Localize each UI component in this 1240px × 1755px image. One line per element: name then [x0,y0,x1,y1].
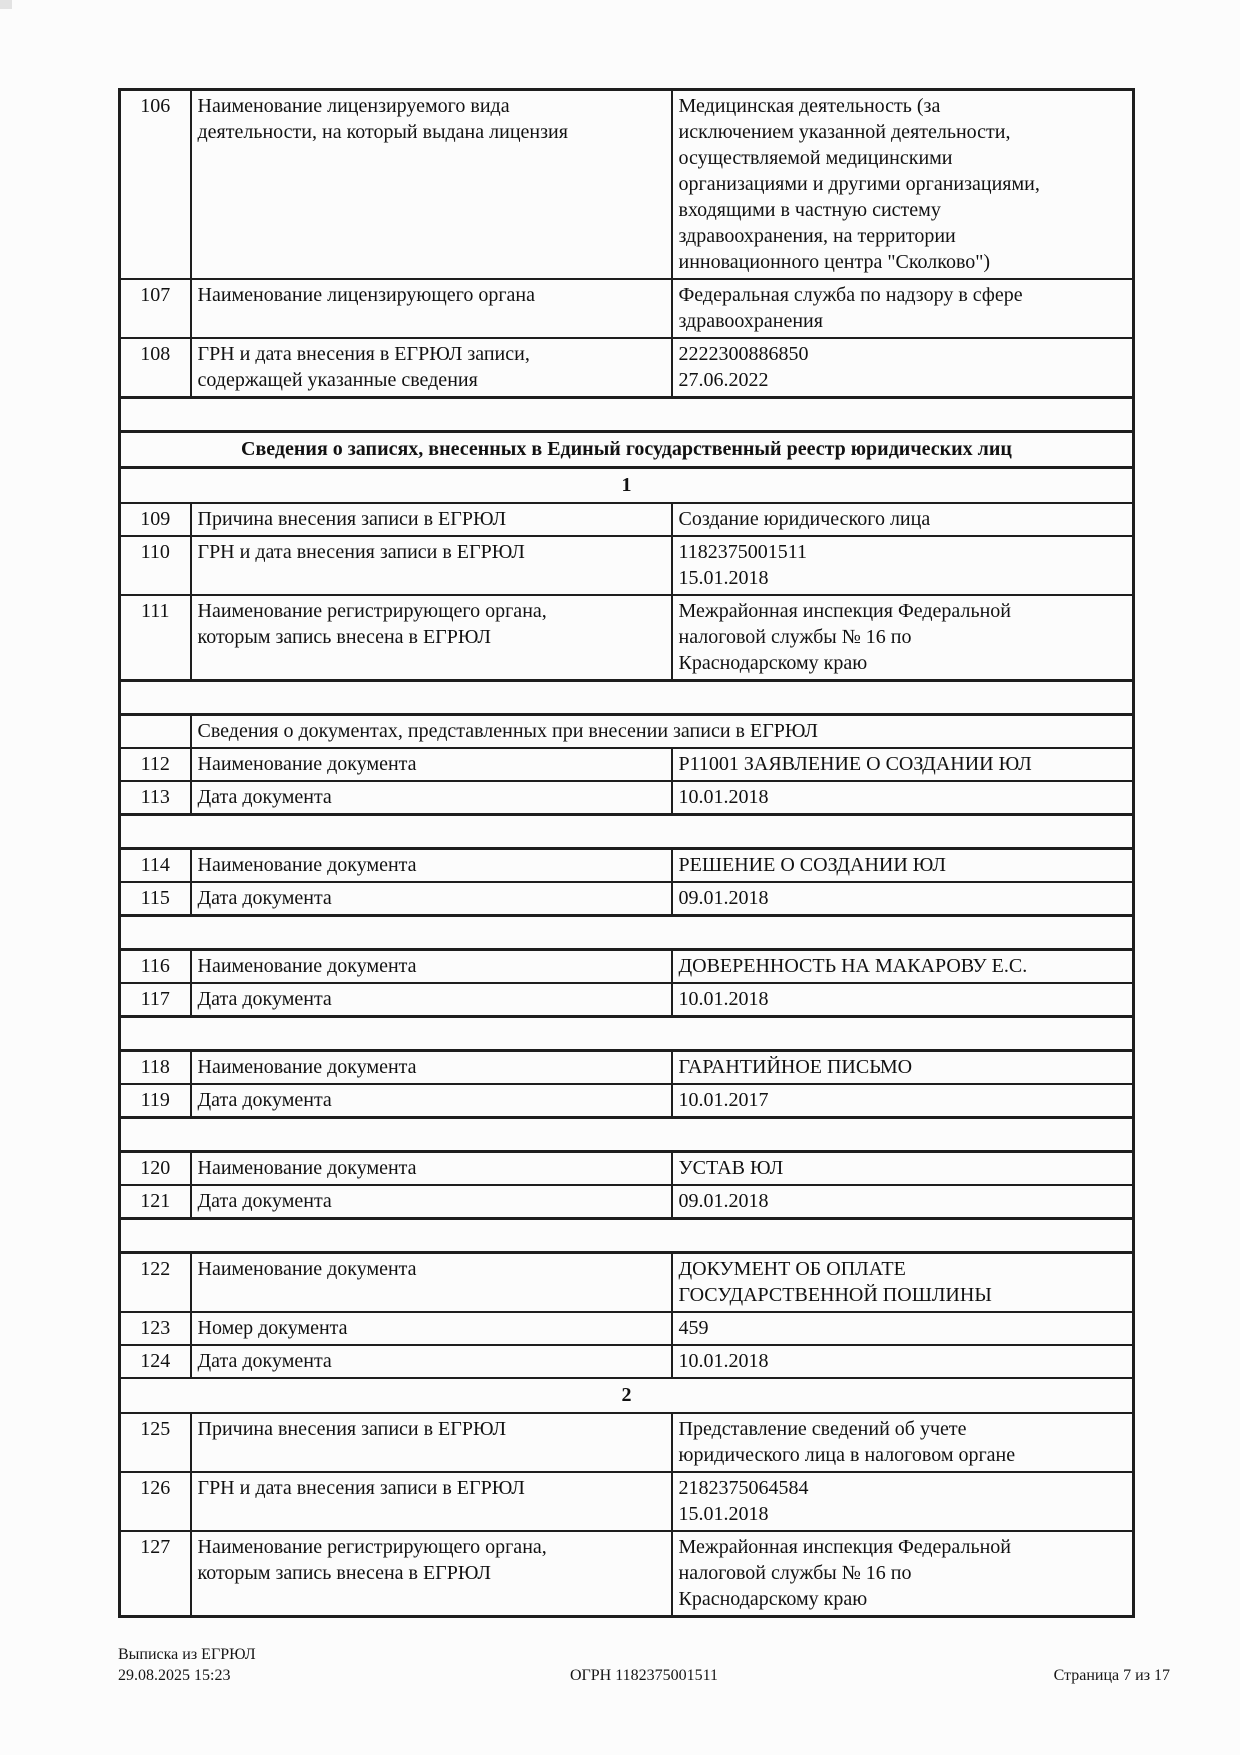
cell-line: организациями и другими организациями, [678,173,1040,195]
row-value-cell [672,781,1134,815]
spacer-row [120,1118,1134,1152]
row-label-cell [191,1312,672,1345]
row-number-cell: 119 [120,1084,191,1118]
empty-number-cell [120,715,191,749]
cell-line: Краснодарскому краю [678,1588,868,1610]
cell-line: Межрайонная инспекция Федеральной [678,1536,1011,1558]
cell-line: 2222300886850 [678,343,809,365]
cell-line: Наименование регистрирующего органа, [197,1536,547,1558]
footer-page-number: Страница 7 из 17 [1053,1667,1171,1684]
row-number-cell: 124 [120,1345,191,1378]
table-row [120,1413,1134,1472]
spacer-cell [120,681,1134,715]
row-label-cell [191,1185,672,1219]
row-value-cell [672,1472,1134,1531]
row-label-cell [191,1253,672,1313]
row-value-cell [672,1185,1134,1219]
row-label-cell [191,1345,672,1378]
table-row [120,1531,1134,1617]
table-row [120,338,1134,398]
spacer-row [120,1219,1134,1253]
cell-line: Наименование документа [197,753,417,775]
row-value-cell [672,983,1134,1017]
cell-line: РЕШЕНИЕ О СОЗДАНИИ ЮЛ [678,854,946,876]
table-row [120,983,1134,1017]
cell-line: Дата документа [197,887,332,909]
row-value-cell [672,1345,1134,1378]
cell-line: юридического лица в налоговом органе [678,1444,1016,1466]
row-value-cell [672,338,1134,398]
cell-line: Краснодарскому краю [678,652,868,674]
cell-line: 27.06.2022 [678,369,769,391]
section-row [120,432,1134,468]
row-number-cell: 107 [120,279,191,338]
table-row [120,1345,1134,1378]
egrul-table-body [120,90,1134,1617]
cell-line: Причина внесения записи в ЕГРЮЛ [197,508,507,530]
cell-line: Наименование документа [197,1056,417,1078]
cell-line: исключением указанной деятельности, [678,121,1011,143]
row-number-cell: 125 [120,1413,191,1472]
row-value-cell [672,1312,1134,1345]
row-number-cell: 111 [120,595,191,681]
cell-line: Дата документа [197,786,332,808]
row-label-cell [191,595,672,681]
seq-row [120,468,1134,504]
row-number-cell: 122 [120,1253,191,1313]
spacer-row [120,398,1134,432]
documents-subheader: Сведения о документах, представленных при внесении записи в ЕГРЮЛ [191,715,1134,749]
row-label-cell [191,1531,672,1617]
cell-line: Медицинская деятельность (за [678,95,941,117]
table-row [120,748,1134,781]
row-value-cell [672,1051,1134,1085]
row-value-cell [672,748,1134,781]
cell-line: ГОСУДАРСТВЕННОЙ ПОШЛИНЫ [678,1284,992,1306]
table-row [120,1312,1134,1345]
sequence-number: 1 [120,468,1134,504]
spacer-row [120,1017,1134,1051]
row-label-cell [191,1084,672,1118]
row-label-cell [191,950,672,984]
row-value-cell [672,950,1134,984]
row-label-cell [191,849,672,883]
cell-line: 10.01.2018 [678,988,769,1010]
row-label-cell [191,1152,672,1186]
cell-line: Межрайонная инспекция Федеральной [678,600,1011,622]
subheader-row [120,715,1134,749]
cell-line: 09.01.2018 [678,1190,769,1212]
cell-line: Представление сведений об учете [678,1418,967,1440]
row-label-cell [191,1051,672,1085]
cell-line: 10.01.2018 [678,786,769,808]
cell-line: ДОВЕРЕННОСТЬ НА МАКАРОВУ Е.С. [678,955,1028,977]
row-value-cell [672,849,1134,883]
spacer-cell [120,815,1134,849]
footer-left-block [118,1644,570,1686]
cell-line: Дата документа [197,988,332,1010]
cell-line: 10.01.2018 [678,1350,769,1372]
cell-line: Наименование документа [197,1258,417,1280]
row-value-cell [672,536,1134,595]
sequence-number: 2 [120,1378,1134,1413]
table-row [120,536,1134,595]
spacer-cell [120,1017,1134,1051]
cell-line: ГАРАНТИЙНОЕ ПИСЬМО [678,1056,913,1078]
cell-line: ГРН и дата внесения записи в ЕГРЮЛ [197,1477,525,1499]
spacer-row [120,681,1134,715]
row-value-cell [672,1152,1134,1186]
row-value-cell [672,279,1134,338]
cell-line: инновационного центра "Сколково") [678,251,991,273]
spacer-row [120,916,1134,950]
cell-line: Дата документа [197,1350,332,1372]
spacer-cell [120,1118,1134,1152]
row-value-cell [672,503,1134,536]
row-value-cell [672,1413,1134,1472]
table-row [120,882,1134,916]
row-label-cell [191,90,672,280]
row-number-cell: 108 [120,338,191,398]
row-number-cell: 116 [120,950,191,984]
row-value-cell [672,1253,1134,1313]
cell-line: которым запись внесена в ЕГРЮЛ [197,626,491,648]
cell-line: 15.01.2018 [678,1503,769,1525]
cell-line: Создание юридического лица [678,508,931,530]
cell-line: Наименование лицензирующего органа [197,284,535,306]
cell-line: здравоохранения, на территории [678,225,956,247]
cell-line: налоговой службы № 16 по [678,1562,912,1584]
table-row [120,503,1134,536]
table-row [120,90,1134,280]
row-number-cell: 120 [120,1152,191,1186]
cell-line: Дата документа [197,1190,332,1212]
row-number-cell: 117 [120,983,191,1017]
row-label-cell [191,748,672,781]
row-number-cell: 115 [120,882,191,916]
row-number-cell: 127 [120,1531,191,1617]
cell-line: деятельности, на который выдана лицензия [197,121,568,143]
cell-line: 459 [678,1317,709,1339]
row-value-cell [672,90,1134,280]
row-label-cell [191,338,672,398]
table-row [120,1472,1134,1531]
row-label-cell [191,781,672,815]
table-row [120,1051,1134,1085]
row-number-cell: 110 [120,536,191,595]
cell-line: Федеральная служба по надзору в сфере [678,284,1023,306]
cell-line: осуществляемой медицинскими [678,147,953,169]
row-number-cell: 113 [120,781,191,815]
cell-line: содержащей указанные сведения [197,369,478,391]
cell-line: 10.01.2017 [678,1089,769,1111]
seq-row [120,1378,1134,1413]
cell-line: Наименование лицензируемого вида [197,95,510,117]
table-row [120,950,1134,984]
row-label-cell [191,1413,672,1472]
footer-datetime: 29.08.2025 15:23 [118,1667,231,1684]
spacer-cell [120,398,1134,432]
cell-line: Причина внесения записи в ЕГРЮЛ [197,1418,507,1440]
row-label-cell [191,882,672,916]
row-label-cell [191,279,672,338]
cell-line: УСТАВ ЮЛ [678,1157,784,1179]
cell-line: Наименование документа [197,1157,417,1179]
cell-line: ДОКУМЕНТ ОБ ОПЛАТЕ [678,1258,906,1280]
table-row [120,781,1134,815]
row-value-cell [672,1084,1134,1118]
cell-line: Номер документа [197,1317,348,1339]
row-number-cell: 123 [120,1312,191,1345]
table-row [120,1253,1134,1313]
row-label-cell [191,1472,672,1531]
row-number-cell: 118 [120,1051,191,1085]
row-number-cell: 109 [120,503,191,536]
spacer-cell [120,916,1134,950]
table-row [120,1084,1134,1118]
cell-line: Р11001 ЗАЯВЛЕНИЕ О СОЗДАНИИ ЮЛ [678,753,1032,775]
cell-line: которым запись внесена в ЕГРЮЛ [197,1562,491,1584]
spacer-row [120,815,1134,849]
cell-line: Наименование документа [197,854,417,876]
footer-doc-title: Выписка из ЕГРЮЛ [118,1646,256,1663]
row-number-cell: 126 [120,1472,191,1531]
row-label-cell [191,983,672,1017]
cell-line: 09.01.2018 [678,887,769,909]
page-footer [118,1644,1170,1686]
cell-line: налоговой службы № 16 по [678,626,912,648]
egrul-extract-table [118,88,1135,1618]
cell-line: ГРН и дата внесения записи в ЕГРЮЛ [197,541,525,563]
section-header: Сведения о записях, внесенных в Единый государственный реестр юридических лиц [120,432,1134,468]
cell-line: Наименование документа [197,955,417,977]
row-number-cell: 112 [120,748,191,781]
scan-artifact-corner [0,0,12,9]
cell-line: здравоохранения [678,310,823,332]
cell-line: Наименование регистрирующего органа, [197,600,547,622]
row-value-cell [672,882,1134,916]
spacer-cell [120,1219,1134,1253]
cell-line: ГРН и дата внесения в ЕГРЮЛ записи, [197,343,530,365]
row-value-cell [672,595,1134,681]
footer-ogrn: ОГРН 1182375001511 [569,1667,719,1684]
table-row [120,279,1134,338]
table-row [120,1152,1134,1186]
cell-line: 2182375064584 [678,1477,809,1499]
cell-line: 15.01.2018 [678,567,769,589]
row-number-cell: 121 [120,1185,191,1219]
row-number-cell: 114 [120,849,191,883]
row-label-cell [191,536,672,595]
cell-line: 1182375001511 [678,541,808,563]
table-row [120,849,1134,883]
cell-line: входящими в частную систему [678,199,941,221]
table-row [120,1185,1134,1219]
row-number-cell: 106 [120,90,191,280]
row-value-cell [672,1531,1134,1617]
row-label-cell [191,503,672,536]
cell-line: Дата документа [197,1089,332,1111]
table-row [120,595,1134,681]
